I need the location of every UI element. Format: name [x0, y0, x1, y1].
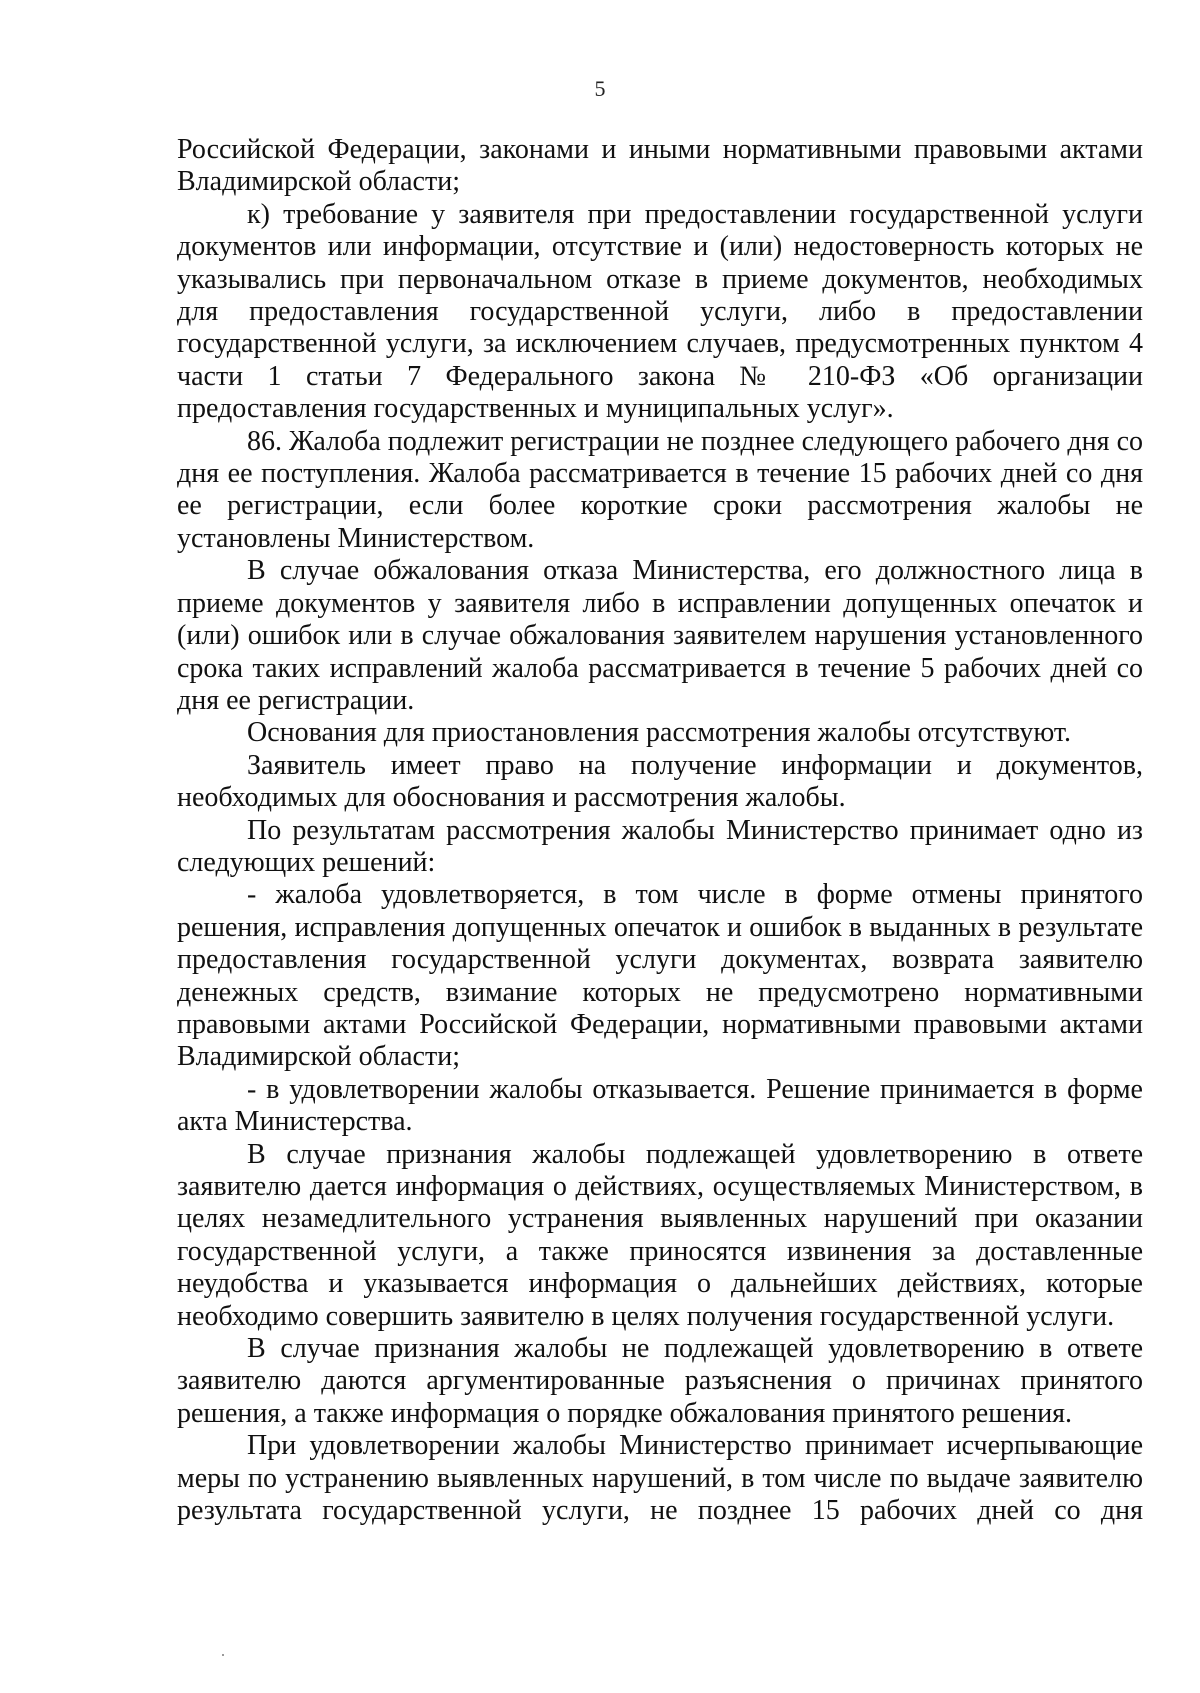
paragraph-4: В случае обжалования отказа Министерства, его должностного лица в приеме документов у заявителя либо в исправлении допущенных опечаток и (или) ошибок или в случае обжалования заявителем нарушения установленного срока таких исправлений жалоба рассматривается в течение 5 рабочих дней со дня ее регистрации. [177, 555, 1143, 716]
paragraph-8: - жалоба удовлетворяется, в том числе в форме отмены принятого решения, исправления допущенных опечаток и ошибок в выданных в результате предоставления государственной услуги документах, возврата заявителю денежных средств, взимание которых не предусмотрено нормативными правовыми актами Российской Федерации, нормативными правовыми актами Владимирской области; [177, 879, 1143, 1073]
scan-speck [222, 1654, 224, 1656]
paragraph-10: В случае признания жалобы подлежащей удовлетворению в ответе заявителю дается информация о действиях, осуществляемых Министерством, в целях незамедлительного устранения выявленных нарушений при оказании государственной услуги, а также приносятся извинения за доставленные неудобства и указывается информация о дальнейших действиях, которые необходимо совершить заявителю в целях получения государственной услуги. [177, 1138, 1143, 1332]
paragraph-6: Заявитель имеет право на получение информации и документов, необходимых для обоснования и рассмотрения жалобы. [177, 749, 1143, 814]
paragraph-5: Основания для приостановления рассмотрения жалобы отсутствуют. [247, 717, 1072, 749]
page-number: 5 [594, 76, 606, 101]
paragraph-3: 86. Жалоба подлежит регистрации не позднее следующего рабочего дня со дня ее поступления. Жалоба рассматривается в течение 15 рабочих дней со дня ее регистрации, если более короткие сроки рассмотрения жалобы не установлены Министерством. [177, 425, 1143, 554]
paragraph-7: По результатам рассмотрения жалобы Министерство принимает одно из следующих решений: [177, 814, 1143, 878]
paragraph-11: В случае признания жалобы не подлежащей удовлетворению в ответе заявителю даются аргументированные разъяснения о причинах принятого решения, а также информация о порядке обжалования принятого решения. [177, 1333, 1143, 1429]
paragraph-2: к) требование у заявителя при предоставлении государственной услуги документов или информации, отсутствие и (или) недостоверность которых не указывались при первоначальном отказе в приеме документов, необходимых для предоставления государственной услуги, либо в предоставлении государственной услуги, за исключением случаев, предусмотренных пунктом 4 части 1 статьи 7 Федерального закона № 210-ФЗ «Об организации предоставления государственных и муниципальных услуг». [177, 198, 1143, 425]
document-body [177, 134, 1143, 1527]
paragraph-9: - в удовлетворении жалобы отказывается. Решение принимается в форме акта Министерства. [177, 1073, 1143, 1138]
paragraph-1: Российской Федерации, законами и иными нормативными правовыми актами Владимирской области; [177, 134, 1143, 198]
paragraph-12: При удовлетворении жалобы Министерство принимает исчерпывающие меры по устранению выявленных нарушений, в том числе по выдаче заявителю результата государственной услуги, не позднее 15 рабочих дней со дня [177, 1430, 1143, 1527]
